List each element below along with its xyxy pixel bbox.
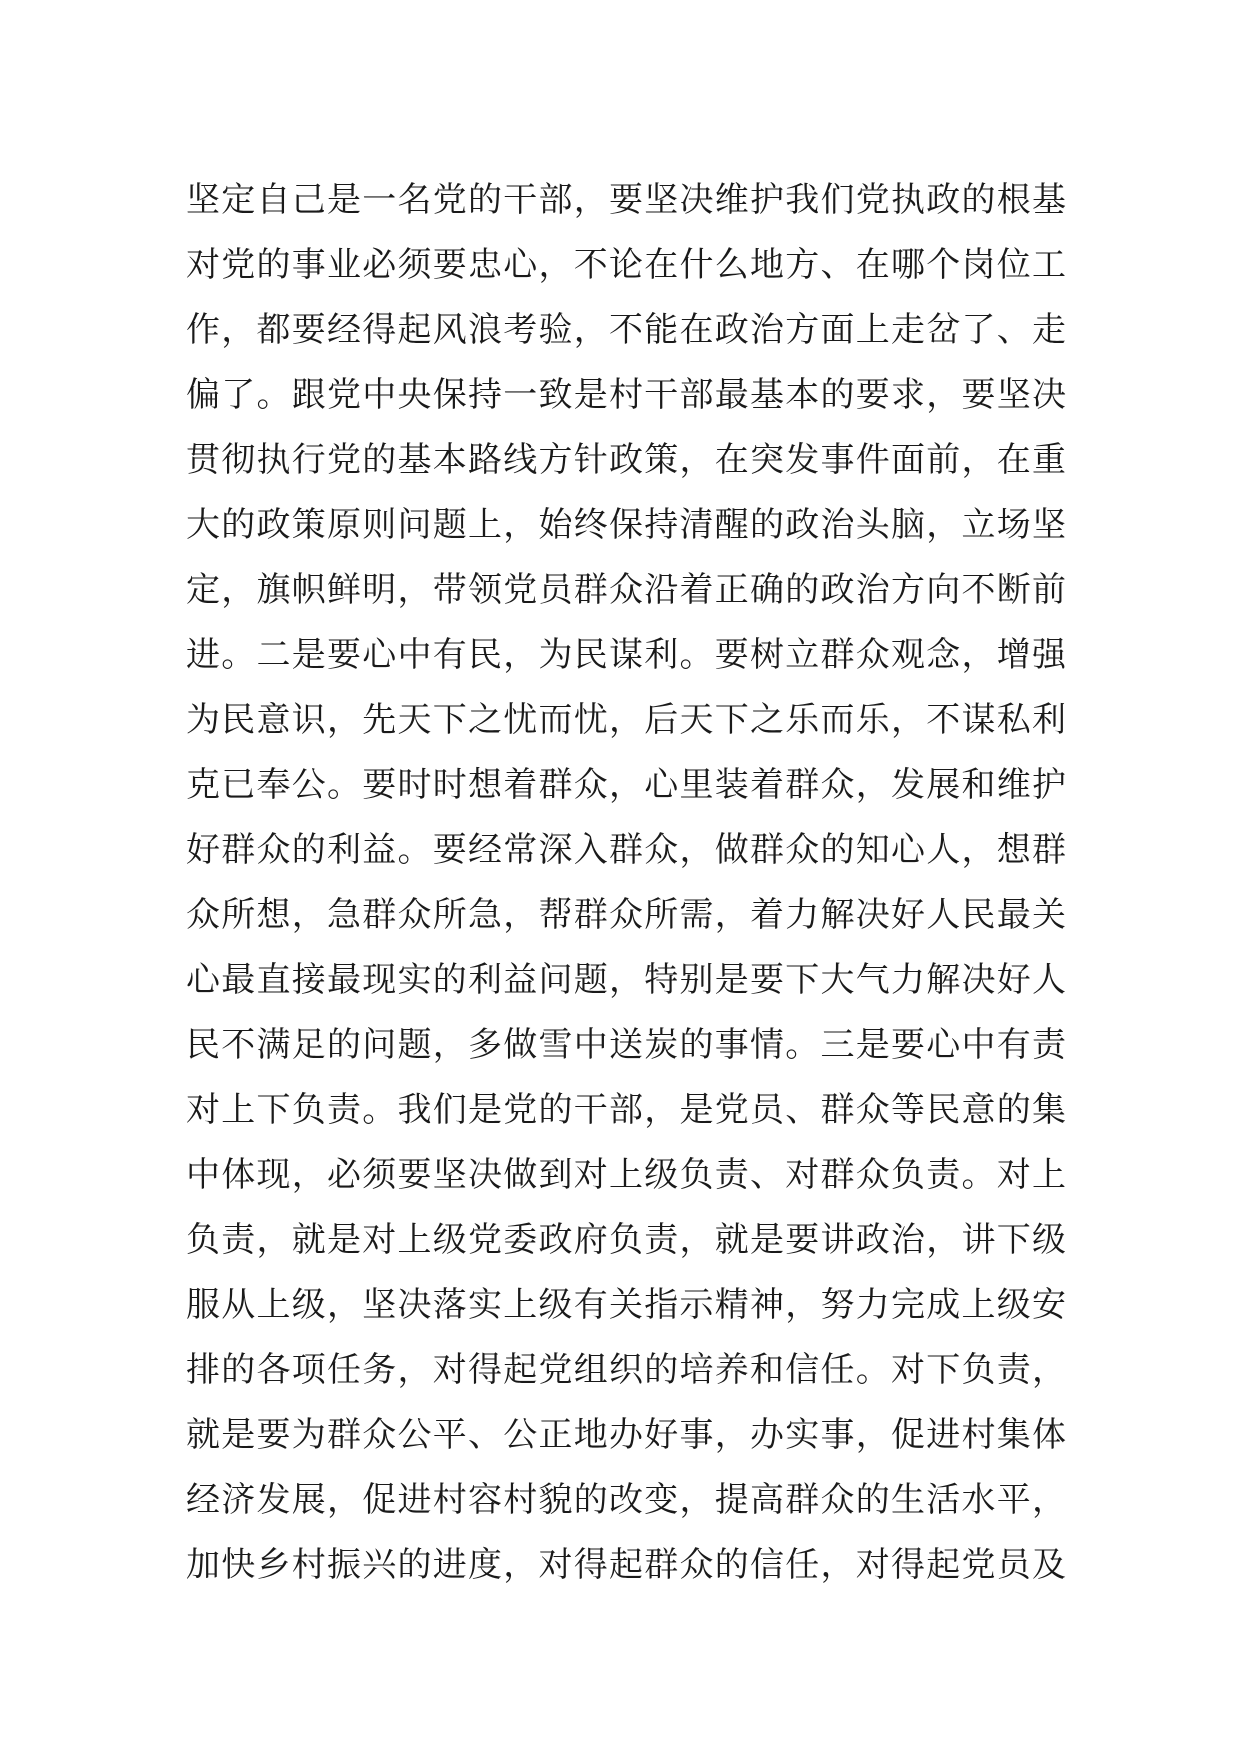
text-line: 经济发展，促进村容村貌的改变，提高群众的生活水平， xyxy=(186,1480,1066,1520)
text-line: 民不满足的问题，多做雪中送炭的事情。三是要心中有责 xyxy=(186,1025,1066,1065)
body-text xyxy=(186,168,1066,1598)
text-line: 排的各项任务，对得起党组织的培养和信任。对下负责， xyxy=(186,1350,1066,1390)
text-line: 就是要为群众公平、公正地办好事，办实事，促进村集体 xyxy=(186,1415,1066,1455)
text-line: 服从上级，坚决落实上级有关指示精神，努力完成上级安 xyxy=(186,1285,1066,1325)
text-line: 大的政策原则问题上，始终保持清醒的政治头脑，立场坚 xyxy=(186,505,1066,545)
text-line: 对党的事业必须要忠心，不论在什么地方、在哪个岗位工 xyxy=(186,245,1066,285)
text-line: 加快乡村振兴的进度，对得起群众的信任，对得起党员及 xyxy=(186,1545,1066,1585)
text-line: 负责，就是对上级党委政府负责，就是要讲政治，讲下级 xyxy=(186,1220,1066,1260)
text-line: 心最直接最现实的利益问题，特别是要下大气力解决好人 xyxy=(186,960,1066,1000)
text-line: 定，旗帜鲜明，带领党员群众沿着正确的政治方向不断前 xyxy=(186,570,1066,610)
text-line: 中体现，必须要坚决做到对上级负责、对群众负责。对上 xyxy=(186,1155,1066,1195)
text-line: 众所想，急群众所急，帮群众所需，着力解决好人民最关 xyxy=(186,895,1066,935)
text-line: 进。二是要心中有民，为民谋利。要树立群众观念，增强 xyxy=(186,635,1066,675)
text-line: 偏了。跟党中央保持一致是村干部最基本的要求，要坚决 xyxy=(186,375,1066,415)
text-line: 克已奉公。要时时想着群众，心里装着群众，发展和维护 xyxy=(186,765,1066,805)
text-line: 为民意识，先天下之忧而忧，后天下之乐而乐，不谋私利 xyxy=(186,700,1066,740)
text-line: 好群众的利益。要经常深入群众，做群众的知心人，想群 xyxy=(186,830,1066,870)
text-line: 坚定自己是一名党的干部，要坚决维护我们党执政的根基 xyxy=(186,180,1066,220)
text-line: 作，都要经得起风浪考验，不能在政治方面上走岔了、走 xyxy=(186,310,1066,350)
text-line: 对上下负责。我们是党的干部，是党员、群众等民意的集 xyxy=(186,1090,1066,1130)
text-line: 贯彻执行党的基本路线方针政策，在突发事件面前，在重 xyxy=(186,440,1066,480)
